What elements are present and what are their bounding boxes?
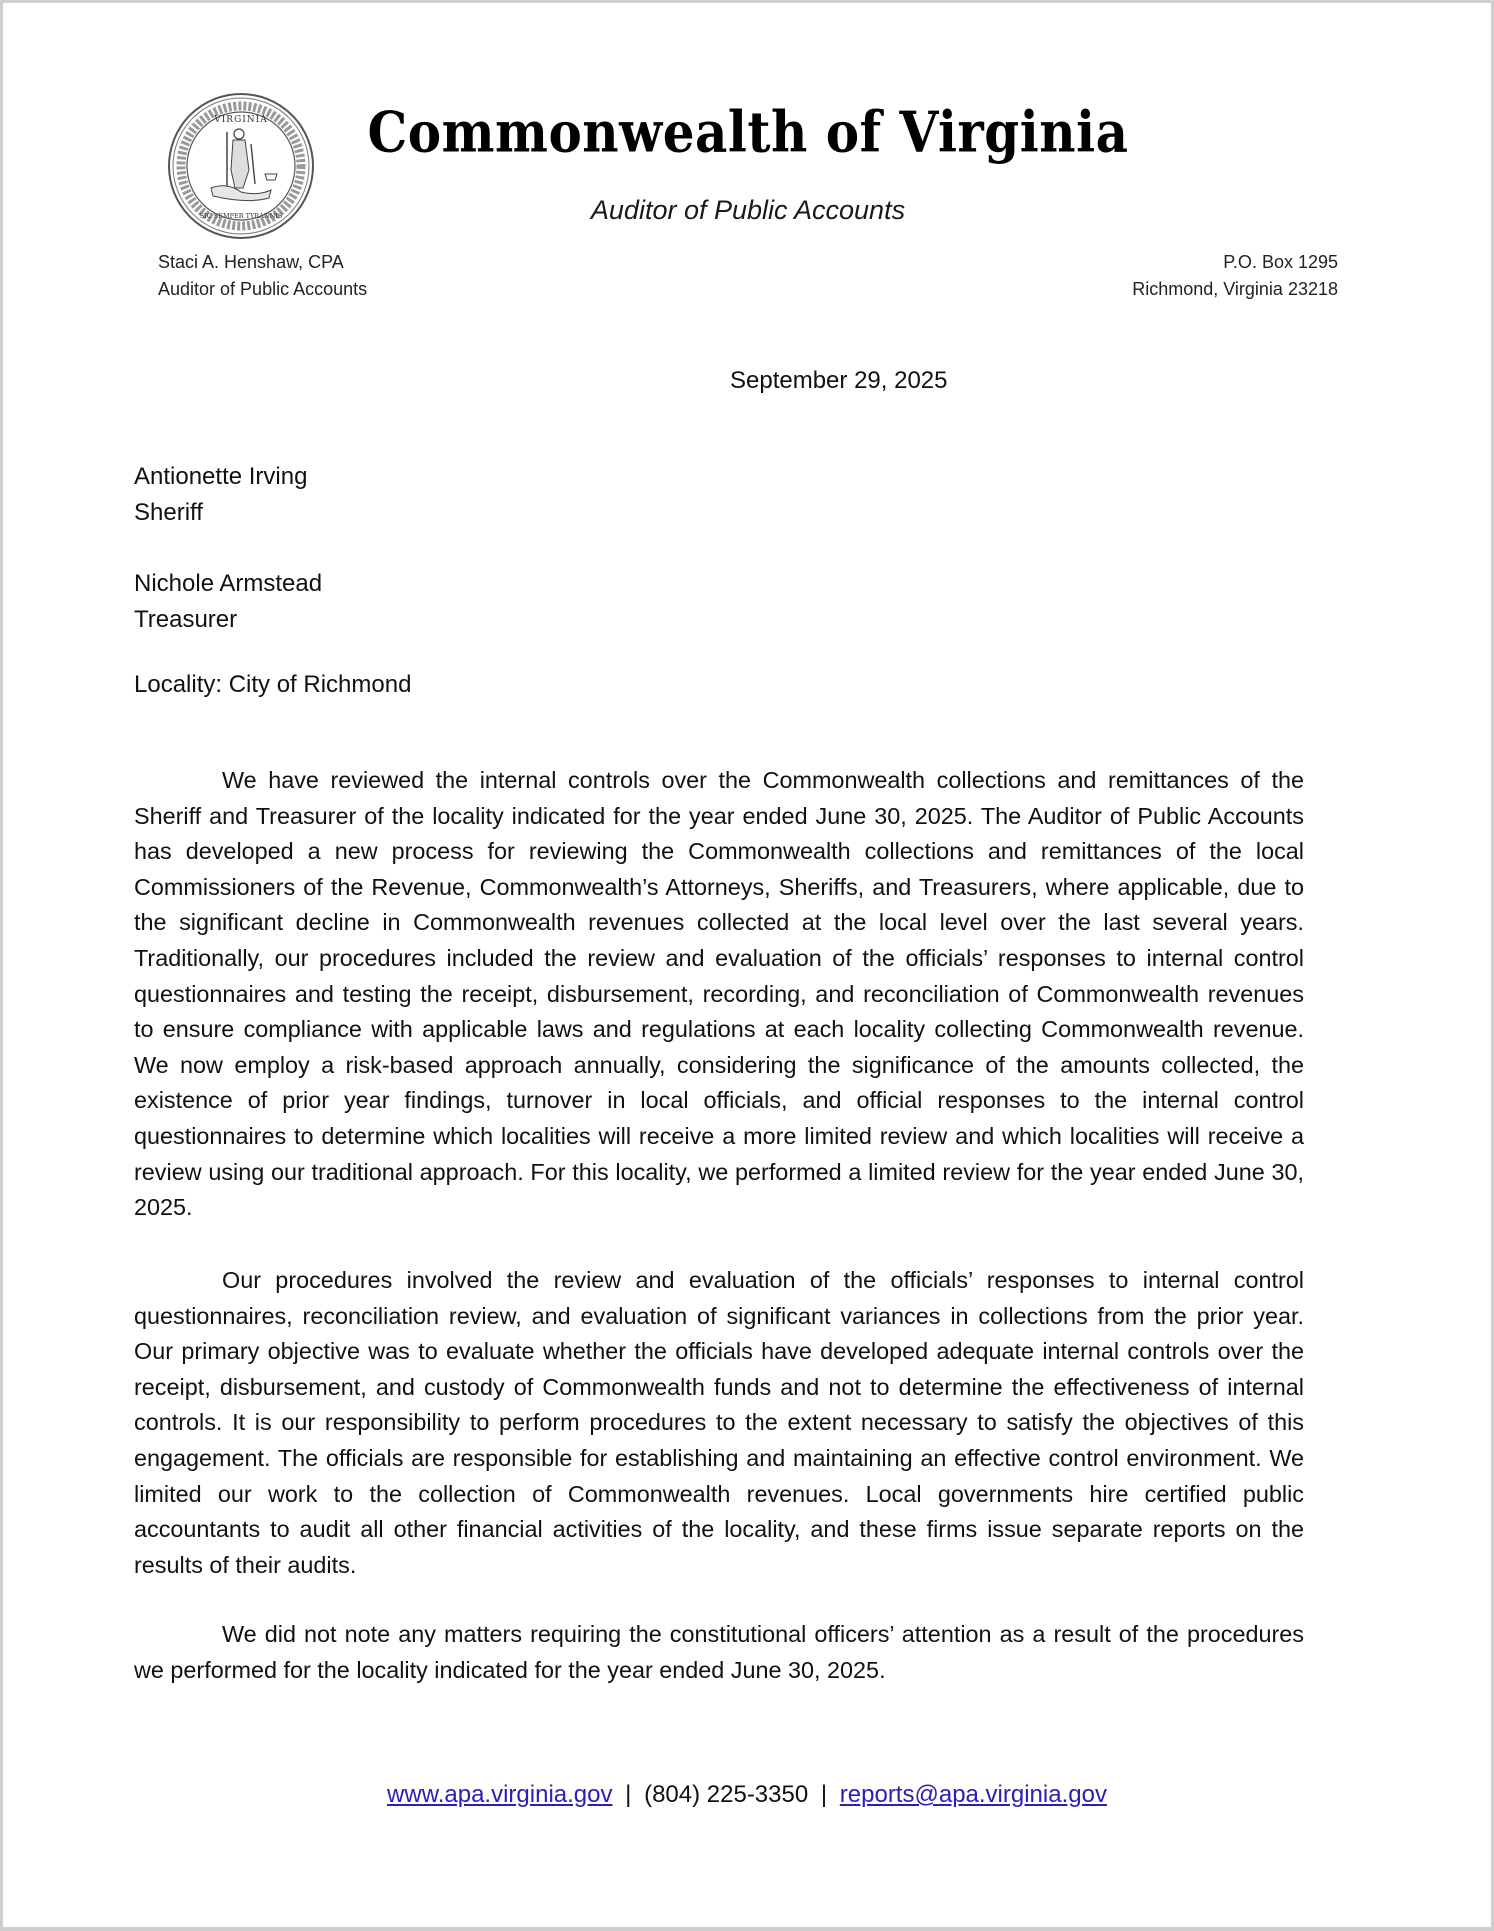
letter-footer: [3, 1781, 1491, 1809]
recipient-name: Nichole Armstead: [134, 570, 323, 597]
letterhead-subtitle: Auditor of Public Accounts: [590, 195, 906, 225]
mailing-address-block: [1132, 249, 1338, 303]
letter-date: September 29, 2025: [730, 367, 948, 394]
recipient-title: Sheriff: [134, 499, 203, 526]
auditor-name: Staci A. Henshaw, CPA: [158, 252, 344, 272]
body-paragraph-2: Our procedures involved the review and evaluation of the officials’ responses to internal control questionnaires, reconciliation review, and evaluation of significant variances in collections from the prior year. Our primary objective was to evaluate whether the officials have developed adequate internal controls over the receipt, disbursement, and custody of Commonwealth funds and not to determine the effectiveness of internal controls. It is our responsibility to perform procedures to the extent necessary to satisfy the objectives of this engagement. The officials are responsible for establishing and maintaining an effective control environment. We limited our work to the collection of Commonwealth revenues. Local governments hire certified public accountants to audit all other financial activities of the locality, and these firms issue separate reports on the results of their audits.: [134, 1267, 1304, 1578]
recipient-sheriff: [134, 459, 307, 531]
svg-text:SIC SEMPER TYRANNIS: SIC SEMPER TYRANNIS: [199, 212, 283, 220]
recipient-treasurer: [134, 566, 322, 638]
footer-separator: |: [820, 1781, 828, 1808]
virginia-state-seal-icon: [167, 92, 315, 240]
letterhead-title: Commonwealth of Virginia: [367, 99, 1129, 166]
auditor-title: Auditor of Public Accounts: [158, 279, 368, 299]
body-paragraph-1: We have reviewed the internal controls over the Commonwealth collections and remittances of the Sheriff and Treasurer of the locality indicated for the year ended June 30, 2025. The Auditor of Public Accounts has developed a new process for reviewing the Commonwealth collections and remittances of the local Commissioners of the Revenue, Commonwealth’s Attorneys, Sheriffs, and Treasurers, where applicable, due to the significant decline in Commonwealth revenues collected at the local level over the last several years. Traditionally, our procedures included the review and evaluation of the officials’ responses to internal control questionnaires and testing the receipt, disbursement, recording, and reconciliation of Commonwealth revenues to ensure compliance with applicable laws and regulations at each locality collecting Commonwealth revenue. We now employ a risk-based approach annually, considering the significance of the amounts collected, the existence of prior year findings, turnover in local officials, and official responses to the internal control questionnaires to determine which localities will receive a more limited review and which localities will receive a review using our traditional approach. For this locality, we performed a limited review for the year ended June 30, 2025.: [134, 767, 1304, 1221]
email-link[interactable]: reports@apa.virginia.gov: [839, 1781, 1107, 1808]
city-state-zip: Richmond, Virginia 23218: [1132, 279, 1338, 299]
phone-number: (804) 225-3350: [644, 1781, 809, 1808]
svg-text:VIRGINIA: VIRGINIA: [214, 115, 268, 125]
website-link[interactable]: www.apa.virginia.gov: [387, 1781, 613, 1808]
recipient-title: Treasurer: [134, 606, 238, 633]
letter-page: [3, 3, 1491, 1927]
footer-separator: |: [625, 1781, 632, 1808]
po-box: P.O. Box 1295: [1223, 252, 1338, 272]
auditor-block: [158, 249, 367, 303]
body-paragraph-3: We did not note any matters requiring the constitutional officers’ attention as a result of the procedures we performed for the locality indicated for the year ended June 30, 2025.: [134, 1621, 1304, 1683]
locality-line: Locality: City of Richmond: [134, 671, 412, 698]
recipient-name: Antionette Irving: [134, 463, 308, 490]
